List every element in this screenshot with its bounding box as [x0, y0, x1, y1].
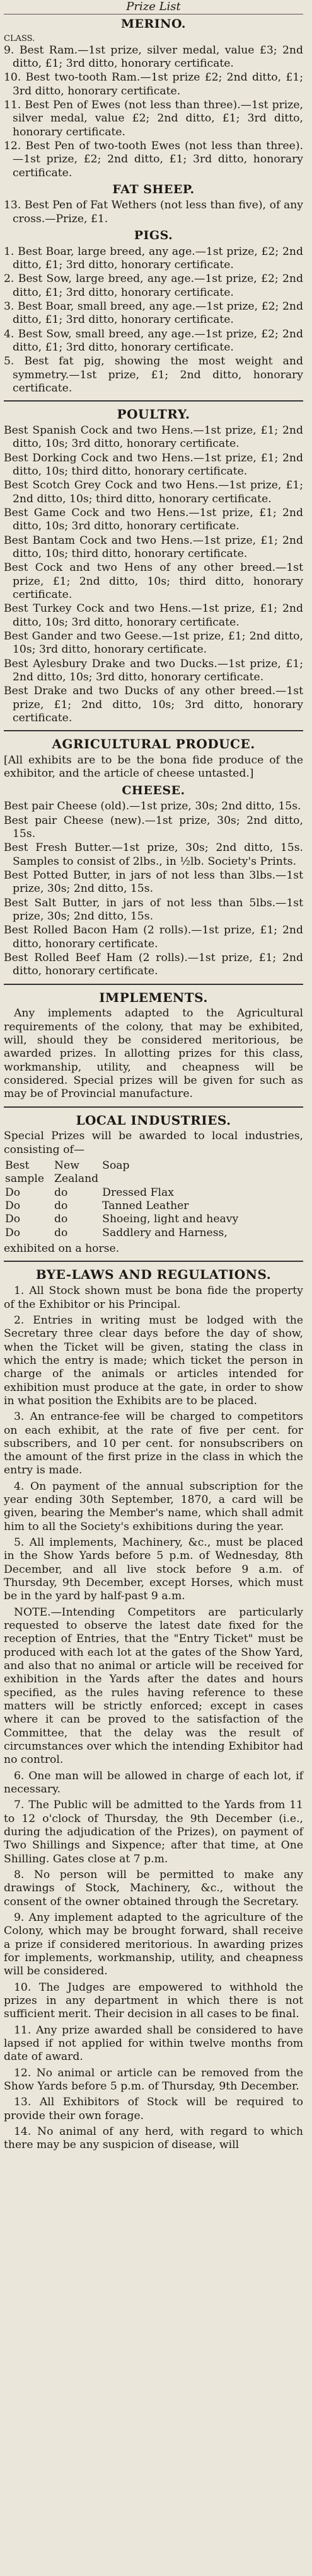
bylaw-2: 2. Entries in writing must be lodged with the Secretary three clear days before the day of show, when the Ticket will be given, stating the class in which the entry is made; which ticket the person in charge of the animals or articles intended for exhibition must produce at the gate, in order to show in what position the Exhibits are to be placed.: [4, 1313, 303, 1407]
table-cell: Best sample: [5, 1159, 45, 1186]
merino-entry-12: 12. Best Pen of two-tooth Ewes (not less than three).—1st prize, £2; 2nd ditto, £1; 3rd ditto, honorary certificate.: [4, 139, 303, 179]
table-cell: do: [54, 1186, 68, 1199]
table-cell: Shoeing, light and heavy: [102, 1213, 239, 1226]
bylaw-11: 11. Any prize awarded shall be considered to have lapsed if not applied for within twelve months from date of award.: [4, 2023, 303, 2064]
pigs-entry-3: 3. Best Boar, small breed, any age.—1st prize, £2; 2nd ditto, £1; 3rd ditto, honorary certificate.: [4, 300, 303, 327]
poultry-entry-turkey: Best Turkey Cock and two Hens.—1st prize, £1; 2nd ditto, 10s; 3rd ditto, honorary certificate.: [4, 602, 303, 629]
cheese-heading: CHEESE.: [122, 783, 185, 797]
implements-heading: IMPLEMENTS.: [99, 989, 208, 1005]
table-cell: New Zealand: [54, 1159, 99, 1186]
table-cell: do: [54, 1226, 68, 1239]
bylaw-5: 5. All implements, Machinery, &c., must be placed in the Show Yards before 5 p.m. of Wednesday, 8th December, and all live stock before 9 a.m. of Thursday, 9th December, except Horses, which must be in the yard by half-past 9 a.m.: [4, 1536, 303, 1603]
butter-entry-potted: Best Potted Butter, in jars of not less than 3lbs.—1st prize, 30s; 2nd ditto, 15s.: [4, 869, 303, 896]
table-cell: Soap: [102, 1159, 130, 1173]
bylaw-7: 7. The Public will be admitted to the Yards from 11 to 12 o'clock of Thursday, the 9th December (i.e., during the adjudication of the Prizes), on payment of Two Shillings and Sixpence; after that time, at One Shilling. Gates close at 7 p.m.: [4, 1799, 303, 1865]
bylaw-8: 8. No person will be permitted to make any drawings of Stock, Machinery, &c., without the consent of the owner obtained through the Secretary.: [4, 1869, 303, 1908]
ham-entry-beef: Best Rolled Beef Ham (2 rolls).—1st prize, £1; 2nd ditto, honorary certificate.: [4, 951, 303, 978]
ham-entry-bacon: Best Rolled Bacon Ham (2 rolls).—1st prize, £1; 2nd ditto, honorary certificate.: [4, 924, 303, 950]
pigs-entry-2: 2. Best Sow, large breed, any age.—1st prize, £2; 2nd ditto, £1; 3rd ditto, honorary certificate.: [4, 273, 303, 299]
bylaw-3: 3. An entrance-fee will be charged to competitors on each exhibit, at the rate of five per cent. for subscribers, and 10 per cent. for nonsubscribers on the amount of the first prize in the class in which the entry is made.: [4, 1410, 303, 1477]
pigs-heading: PIGS.: [134, 228, 173, 243]
table-row: [5, 1200, 242, 1213]
pigs-entry-1: 1. Best Boar, large breed, any age.—1st prize, £2; 2nd ditto, £1; 3rd ditto, honorary certificate.: [4, 245, 303, 272]
bylaws-heading: BYE-LAWS AND REGULATIONS.: [35, 1267, 272, 1283]
fat-sheep-entry-13: 13. Best Pen of Fat Wethers (not less than five), of any cross.—Prize, £1.: [4, 199, 303, 225]
section-divider: [4, 984, 303, 985]
poultry-entry-dorking: Best Dorking Cock and two Hens.—1st prize, £1; 2nd ditto, 10s; third ditto, honorary certificate.: [4, 451, 303, 478]
table-cell: Do: [5, 1200, 21, 1213]
table-row: [5, 1186, 242, 1200]
poultry-heading: POULTRY.: [117, 407, 190, 422]
bylaw-13: 13. All Exhibitors of Stock will be required to provide their own forage.: [4, 2096, 303, 2122]
butter-entry-salt: Best Salt Butter, in jars of not less than 5lbs.—1st prize, 30s; 2nd ditto, 15s.: [4, 896, 303, 923]
poultry-entry-aylesbury: Best Aylesbury Drake and two Ducks.—1st prize, £1; 2nd ditto, 10s; 3rd ditto, honorary certificate.: [4, 657, 303, 683]
table-cell: do: [54, 1213, 68, 1226]
class-label: CLASS.: [4, 33, 35, 43]
poultry-entry-other-breed: Best Cock and two Hens of any other breed.—1st prize, £1; 2nd ditto, 10s; third ditto, honorary certificate.: [4, 561, 303, 602]
poultry-entry-scotch-grey: Best Scotch Grey Cock and two Hens.—1st prize, £1; 2nd ditto, 10s; third ditto, honorary certificate.: [4, 479, 303, 505]
running-head: Prize List: [4, 0, 303, 14]
merino-heading: MERINO.: [120, 17, 187, 31]
bylaw-10: 10. The Judges are empowered to withhold the prizes in any department in which there is not sufficient merit. Their decision in all cases to be final.: [4, 1981, 303, 2021]
agricultural-produce-note: [All exhibits are to be the bona fide produce of the exhibitor, and the article of cheese untasted.]: [4, 754, 303, 780]
bylaw-note: NOTE.—Intending Competitors are particularly requested to observe the latest date fixed for the reception of Entries, that the "Entry Ticket" must be produced with each lot at the gates of the Show Yard, and also that no animal or article will be received for exhibition in the Yards after the dates and hours specified, as the rules having reference to these matters will be strictly enforced; except in cases where it can be proved to the satisfaction of the Committee, that the delay was the result of circumstances over which the intending Exhibitor had no control.: [4, 1606, 303, 1767]
local-industries-heading: LOCAL INDUSTRIES.: [76, 1112, 231, 1128]
bylaw-9: 9. Any implement adapted to the agriculture of the Colony, which may be brought forward, shall receive a prize if considered meritorious. In awarding prizes for implements, workmanship, utility, and cheapness will be considered.: [4, 1911, 303, 1978]
bylaw-4: 4. On payment of the annual subscription for the year ending 30th September, 1870, a card will be given, bearing the Member's name, which shall admit him to all the Society's exhibitions during the year.: [4, 1480, 303, 1533]
table-cell: Dressed Flax: [102, 1186, 174, 1199]
table-cell: Tanned Leather: [102, 1200, 189, 1213]
merino-entry-11: 11. Best Pen of Ewes (not less than three).—1st prize, silver medal, value £2; 2nd ditto, £1; 3rd ditto, honorary certificate.: [4, 98, 303, 138]
cheese-entry-new: Best pair Cheese (new).—1st prize, 30s; 2nd ditto, 15s.: [4, 814, 303, 840]
local-industries-intro: Special Prizes will be awarded to local industries, consisting of—: [4, 1130, 303, 1156]
butter-entry-fresh: Best Fresh Butter.—1st prize, 30s; 2nd ditto, 15s. Samples to consist of 2lbs., in ½lb. Society's Prints.: [4, 841, 303, 868]
section-divider: [4, 1106, 303, 1108]
section-divider: [4, 1261, 303, 1262]
cheese-entry-old: Best pair Cheese (old).—1st prize, 30s; 2nd ditto, 15s.: [4, 800, 301, 813]
merino-entry-9: 9. Best Ram.—1st prize, silver medal, value £3; 2nd ditto, £1; 3rd ditto, honorary certificate.: [4, 43, 303, 70]
poultry-entry-game: Best Game Cock and two Hens.—1st prize, £1; 2nd ditto, 10s; 3rd ditto, honorary certificate.: [4, 507, 303, 533]
fat-sheep-heading: FAT SHEEP.: [112, 182, 195, 196]
poultry-entry-spanish: Best Spanish Cock and two Hens.—1st prize, £1; 2nd ditto, 10s; 3rd ditto, honorary certificate.: [4, 424, 303, 451]
local-industries-table: [5, 1159, 242, 1240]
poultry-entry-gander: Best Gander and two Geese.—1st prize, £1; 2nd ditto, 10s; 3rd ditto, honorary certificate.: [4, 630, 303, 656]
bylaw-6: 6. One man will be allowed in charge of each lot, if necessary.: [4, 1769, 303, 1796]
table-cell: Do: [5, 1186, 21, 1199]
section-divider: [4, 730, 303, 731]
table-cell: Do: [5, 1226, 21, 1239]
table-row: [5, 1213, 242, 1226]
section-divider: [4, 400, 303, 402]
implements-text: Any implements adapted to the Agricultural requirements of the colony, that may be exhibited, will, should they be considered meritorious, be awarded prizes. In allotting prizes for this class, workmanship, utility, and cheapness will be considered. Special prizes will be given for such as may be of Provincial manufacture.: [4, 1007, 303, 1101]
pigs-entry-4: 4. Best Sow, small breed, any age.—1st prize, £2; 2nd ditto, £1; 3rd ditto, honorary certificate.: [4, 327, 303, 354]
bylaw-14: 14. No animal of any herd, with regard to which there may be any suspicion of disease, will: [4, 2125, 303, 2152]
table-cell: Saddlery and Harness,: [102, 1226, 228, 1239]
agricultural-produce-heading: AGRICULTURAL PRODUCE.: [52, 736, 255, 752]
bylaw-12: 12. No animal or article can be removed from the Show Yards before 5 p.m. of Thursday, 9th December.: [4, 2066, 303, 2093]
merino-entry-10: 10. Best two-tooth Ram.—1st prize £2; 2nd ditto, £1; 3rd ditto, honorary certificate.: [4, 71, 303, 98]
bylaw-1: 1. All Stock shown must be bona fide the property of the Exhibitor or his Principal.: [4, 1285, 303, 1311]
pigs-entry-5: 5. Best fat pig, showing the most weight and symmetry.—1st prize, £1; 2nd ditto, honorary certificate.: [4, 355, 303, 395]
table-row: [5, 1227, 242, 1240]
table-cell: do: [54, 1200, 68, 1213]
poultry-entry-bantam: Best Bantam Cock and two Hens.—1st prize, £1; 2nd ditto, 10s; third ditto, honorary certificate.: [4, 534, 303, 561]
local-industries-outro: exhibited on a horse.: [4, 1242, 120, 1256]
poultry-entry-drake-other: Best Drake and two Ducks of any other breed.—1st prize, £1; 2nd ditto, 10s; 3rd ditto, honorary certificate.: [4, 685, 303, 724]
table-cell: Do: [5, 1213, 21, 1226]
table-row: [5, 1159, 242, 1186]
